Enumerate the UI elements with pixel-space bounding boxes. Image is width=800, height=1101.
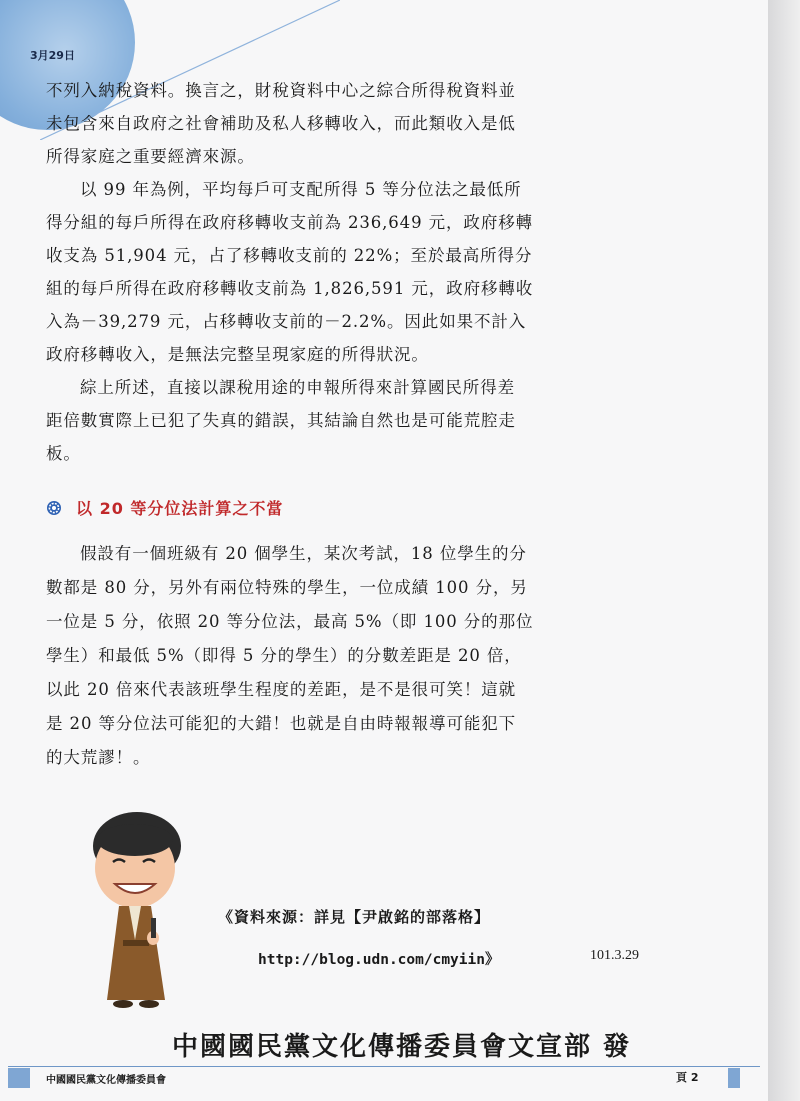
section-body — [46, 537, 642, 775]
header-date: 3月29日 — [30, 49, 75, 62]
source-date: 101.3.29 — [590, 948, 639, 963]
page-edge-strip — [768, 0, 800, 1101]
footer-left-block — [8, 1068, 30, 1088]
text-line: 距倍數實際上已犯了失真的錯誤，其結論自然也是可能荒腔走 — [46, 411, 516, 430]
paragraph-2 — [46, 173, 646, 371]
text-line: 入為－39,279 元，占移轉收支前的－2.2%。因此如果不計入 — [46, 312, 527, 331]
body-text — [46, 74, 646, 470]
text-line: 綜上所述，直接以課稅用途的申報所得來計算國民所得差 — [80, 378, 515, 397]
text-line: 政府移轉收入，是無法完整呈現家庭的所得狀況。 — [46, 345, 429, 364]
footer-organization: 中國國民黨文化傳播委員會 — [46, 1075, 166, 1086]
source-url-link[interactable]: http://blog.udn.com/cmyiin》 — [258, 952, 500, 968]
publisher-line: 中國國民黨文化傳播委員會文宣部 發 — [172, 1032, 632, 1062]
text-line: 以 99 年為例，平均每戶可支配所得 5 等分位法之最低所 — [80, 180, 522, 199]
footer-page-number: 頁 2 — [676, 1071, 699, 1084]
paragraph-1 — [46, 74, 646, 173]
text-line: 收支為 51,904 元，占了移轉收支前的 22%；至於最高所得分 — [46, 246, 533, 265]
text-line: 假設有一個班級有 20 個學生，某次考試，18 位學生的分 — [80, 544, 527, 563]
text-line: 未包含來自政府之社會補助及私人移轉收入，而此類收入是低 — [46, 114, 516, 133]
paragraph-3 — [46, 371, 646, 470]
flower-bullet-icon — [46, 500, 62, 516]
text-line: 一位是 5 分，依照 20 等分位法，最高 5%（即 100 分的那位 — [46, 612, 534, 631]
source-label: 《資料來源：詳見【尹啟銘的部落格】 — [218, 908, 491, 926]
text-line: 不列入納稅資料。換言之，財稅資料中心之綜合所得稅資料並 — [46, 81, 516, 100]
text-line: 以此 20 倍來代表該班學生程度的差距，是不是很可笑！這就 — [46, 680, 517, 699]
text-line: 得分組的每戶所得在政府移轉收支前為 236,649 元，政府移轉 — [46, 213, 534, 232]
caricature-avatar-illustration — [85, 810, 195, 1010]
section-heading — [46, 496, 283, 519]
text-line: 是 20 等分位法可能犯的大錯！也就是自由時報報導可能犯下 — [46, 714, 517, 733]
text-line: 組的每戶所得在政府移轉收支前為 1,826,591 元，政府移轉收 — [46, 279, 534, 298]
footer-right-block — [728, 1068, 740, 1088]
section-heading-text: 以 20 等分位法計算之不當 — [76, 499, 284, 518]
text-line: 所得家庭之重要經濟來源。 — [46, 147, 255, 166]
text-line: 板。 — [46, 444, 81, 463]
text-line: 的大荒謬！。 — [46, 748, 151, 767]
text-line: 學生）和最低 5%（即得 5 分的學生）的分數差距是 20 倍， — [46, 646, 522, 665]
section-paragraph — [46, 537, 642, 775]
text-line: 數都是 80 分，另外有兩位特殊的學生，一位成績 100 分，另 — [46, 578, 528, 597]
